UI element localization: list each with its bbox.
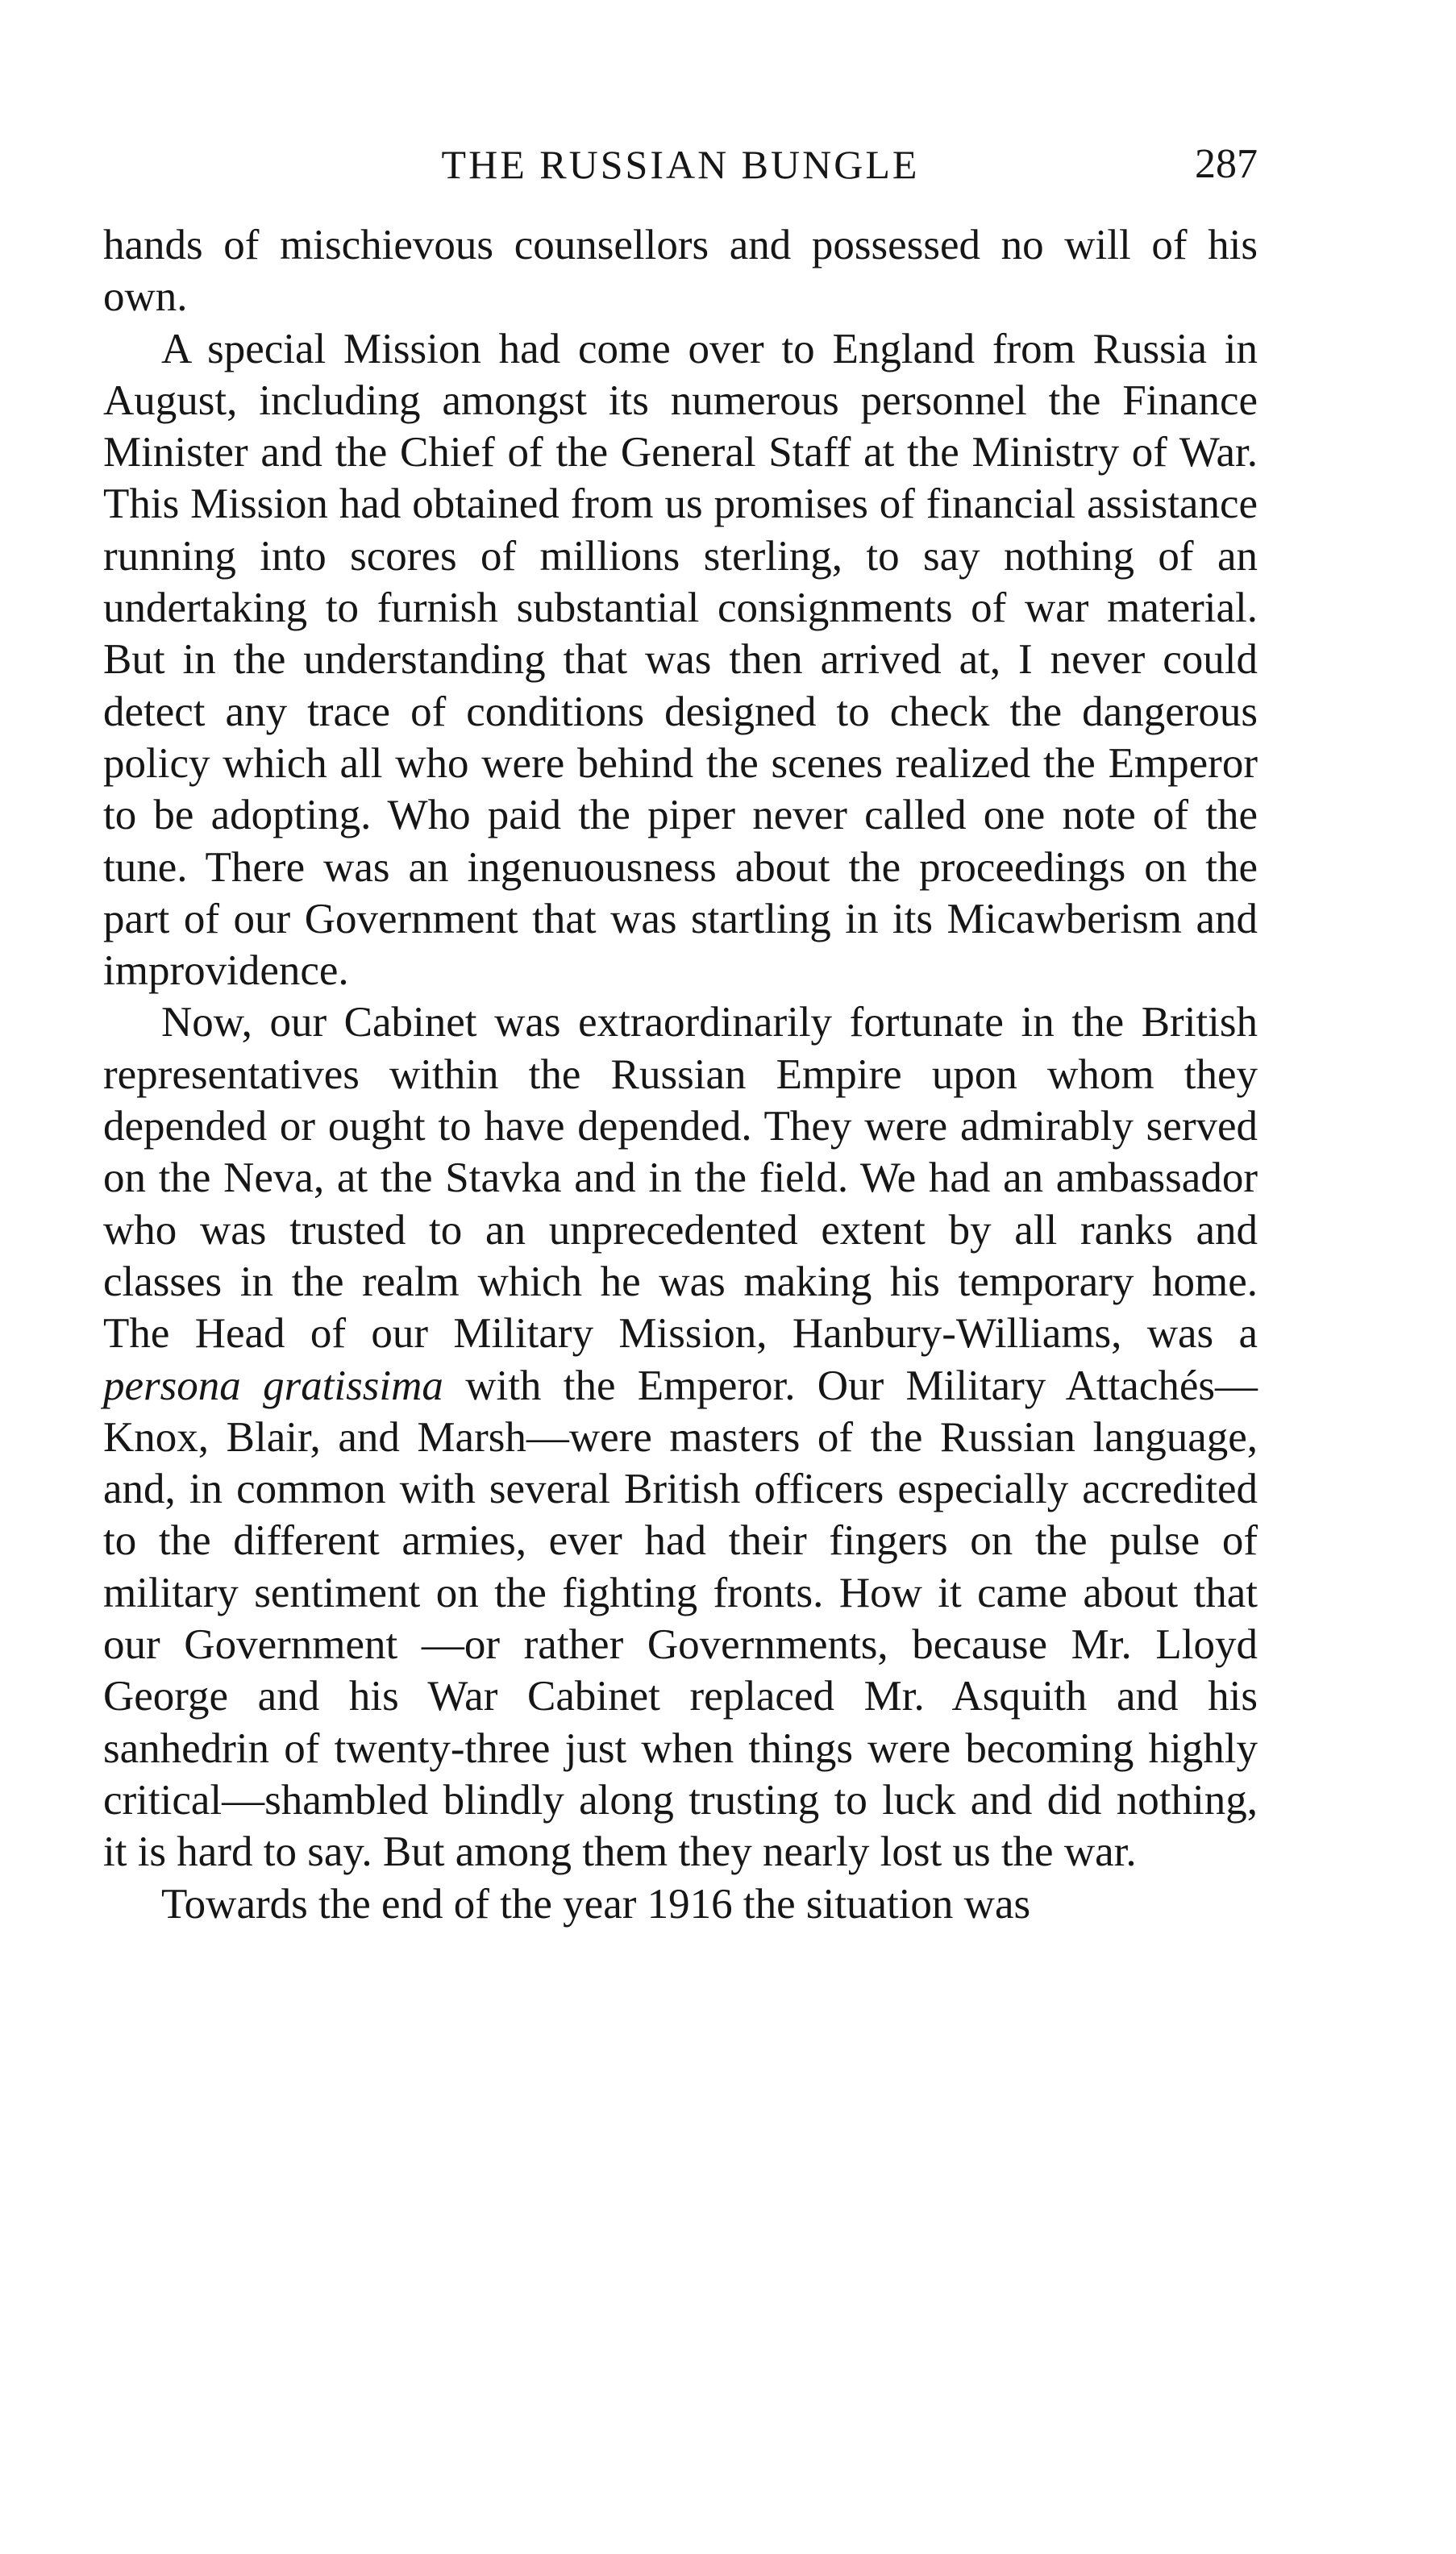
- paragraph-continuation: hands of mischievous counsellors and possessed no will of his own.: [103, 222, 1258, 321]
- page-number: 287: [1195, 141, 1258, 187]
- paragraph-text-after-emphasis: with the Emperor. Our Military Attachés—Knox, Blair, and Marsh—were masters of the Russian language, and, in common with several British officers especially accredited to the different armies, ever had their fingers on the pulse of military sentiment on the fighting fronts. How it came about that our Government —or rather Governments, because Mr. Lloyd George and his War Cabinet replaced Mr. Asquith and his sanhedrin of twenty-three just when things were becoming highly critical—shambled blindly along trusting to luck and did nothing, it is hard to say. But among them they nearly lost us the war.: [103, 1362, 1258, 1876]
- emphasis-persona-gratissima: persona gratissima: [103, 1362, 443, 1409]
- body-text: [103, 219, 1258, 1930]
- running-title: THE RUSSIAN BUNGLE: [441, 142, 920, 187]
- paragraph-end-of-1916: Towards the end of the year 1916 the situation was: [161, 1880, 1031, 1928]
- paragraph-text-before-emphasis: Now, our Cabinet was extraordinarily fortunate in the British representatives within the Russian Empire upon whom they depended or ought to have depended. They were admirably served on the Neva, at the Stavka and in the field. We had an ambassador who was trusted to an unprecedented extent by all ranks and classes in the realm which he was making his temporary home. The Head of our Military Mission, Hanbury-Williams, was a: [103, 999, 1258, 1358]
- paragraph-special-mission: A special Mission had come over to England from Russia in August, including amongst its numerous personnel the Finance Minister and the Chief of the General Staff at the Ministry of War. This Mission had obtained from us promises of financial assistance running into scores of millions sterling, to say nothing of an undertaking to furnish substantial consignments of war material. But in the understanding that was then arrived at, I never could detect any trace of conditions designed to check the dangerous policy which all who were behind the scenes realized the Emperor to be adopting. Who paid the piper never called one note of the tune. There was an ingenuousness about the proceedings on the part of our Government that was startling in its Micawberism and improvidence.: [103, 325, 1258, 995]
- running-head: [103, 135, 1258, 193]
- paragraph-cabinet-representatives: [103, 996, 1258, 1878]
